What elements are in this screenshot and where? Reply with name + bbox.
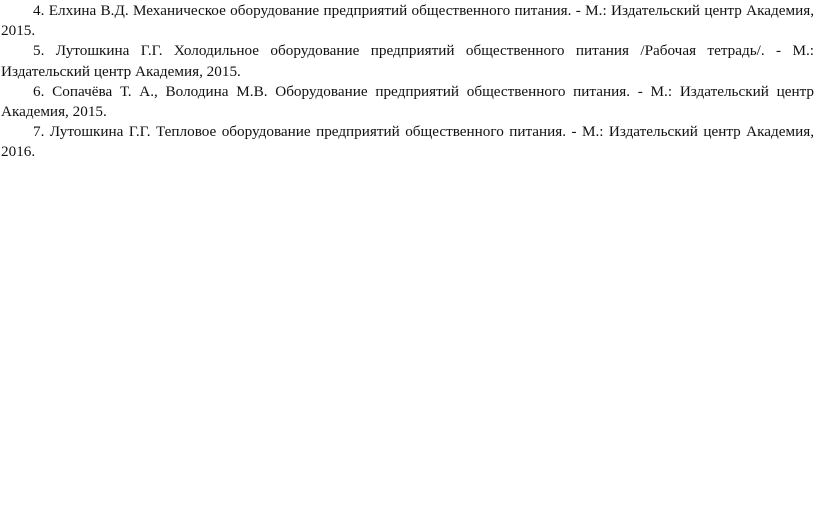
- reference-item-5: 5. Лутошкина Г.Г. Холодильное оборудование предприятий общественного питания /Рабочая тетрадь/. - М.: Издательский центр Академия, 2015.: [1, 42, 814, 80]
- reference-item-4: 4. Елхина В.Д. Механическое оборудование предприятий общественного питания. - М.: Издательский центр Академия, 2015.: [1, 2, 814, 40]
- reference-item-7: 7. Лутошкина Г.Г. Тепловое оборудование предприятий общественного питания. - М.: Издательский центр Академия, 2016.: [1, 123, 814, 161]
- reference-item-6: 6. Сопачёва Т. А., Володина М.В. Оборудование предприятий общественного питания. - М.: Издательский центр Академия, 2015.: [1, 82, 814, 121]
